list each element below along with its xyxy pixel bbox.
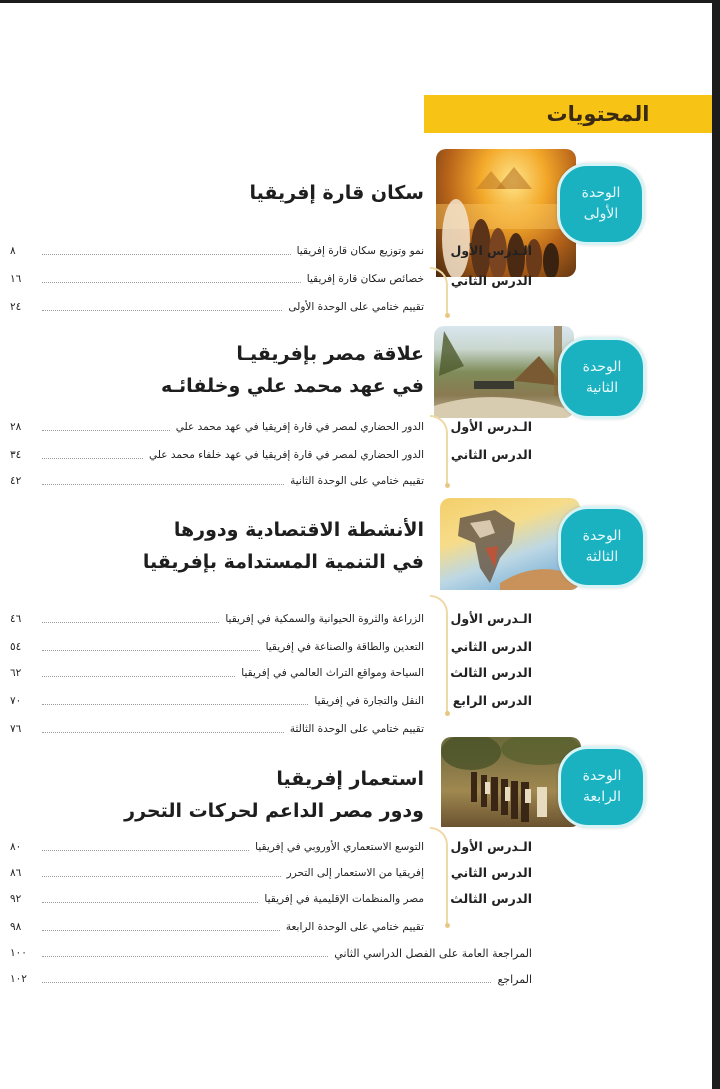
toc-entry[interactable] [10, 633, 424, 661]
toc-page-number: ٥٤ [10, 641, 22, 653]
toc-entry-text: نمو وتوزيع سكان قارة إفريقيا [296, 245, 424, 257]
dot-leader [42, 876, 281, 877]
dot-leader [42, 676, 235, 677]
unit-4-lesson-3-label: الدرس الثالث [450, 891, 532, 906]
toc-entry-general-review[interactable] [10, 939, 532, 967]
dot-leader [42, 310, 282, 311]
toc-entry[interactable] [10, 605, 424, 633]
toc-page-number: ٨٦ [10, 867, 22, 879]
toc-entry[interactable] [10, 413, 424, 441]
unit-1-lesson-2-label: الدرس الثاني [450, 273, 532, 288]
dot-leader [42, 956, 328, 957]
dot-leader [42, 982, 491, 983]
dot-leader [42, 254, 291, 255]
toc-entry[interactable] [10, 859, 424, 887]
toc-entry-text: مصر والمنظمات الإقليمية في إفريقيا [264, 893, 424, 905]
toc-entry[interactable] [10, 441, 424, 469]
toc-entry-text: تقييم ختامي على الوحدة الرابعة [285, 921, 424, 933]
toc-entry-text: إفريقيا من الاستعمار إلى التحرر [286, 867, 424, 879]
dot-leader [42, 430, 170, 431]
dot-leader [42, 650, 260, 651]
toc-page-number: ٣٤ [10, 449, 22, 461]
toc-entry-text: خصائص سكان قارة إفريقيا [306, 273, 424, 285]
unit-2-title [161, 338, 424, 402]
unit-3-lesson-3-label: الدرس الثالث [450, 665, 532, 680]
unit-badge-line-2: الأولى [583, 206, 619, 222]
toc-entry-text: التوسع الاستعماري الأوروبي في إفريقيا [255, 841, 424, 853]
dot-leader [42, 484, 284, 485]
toc-entry-assessment[interactable] [10, 467, 424, 495]
toc-page-number: ٤٢ [10, 475, 22, 487]
toc-page-number: ١٦ [10, 273, 22, 285]
unit-2-lesson-1-label: الـدرس الأول [450, 419, 532, 434]
toc-page-number: ٤٦ [10, 613, 22, 625]
toc-page-number: ٨ [10, 245, 16, 257]
table-of-contents-page [0, 3, 712, 1089]
unit-1-title [249, 177, 424, 209]
toc-entry-references[interactable] [10, 965, 532, 993]
unit-title-line: الأنشطة الاقتصادية ودورها [173, 519, 424, 541]
toc-entry-text: المراجع [497, 972, 532, 986]
dot-leader [42, 622, 219, 623]
toc-entry-text: السياحة ومواقع التراث العالمي في إفريقيا [241, 667, 424, 679]
toc-page-number: ٧٦ [10, 723, 22, 735]
unit-3-lesson-4-label: الدرس الرابع [452, 693, 532, 708]
toc-entry-assessment[interactable] [10, 913, 424, 941]
toc-page-number: ٦٢ [10, 667, 22, 679]
toc-page-number: ٨٠ [10, 841, 22, 853]
unit-2-badge [558, 337, 646, 419]
toc-entry[interactable] [10, 833, 424, 861]
unit-4-title [124, 763, 424, 827]
toc-entry[interactable] [10, 885, 424, 913]
toc-entry[interactable] [10, 659, 424, 687]
dot-leader [42, 732, 284, 733]
unit-4-connector [430, 827, 448, 925]
dot-leader [42, 458, 143, 459]
toc-entry[interactable] [10, 237, 424, 265]
page-title: المحتويات [546, 102, 650, 126]
unit-title-line: في التنمية المستدامة بإفريقيا [142, 551, 424, 573]
unit-3-lesson-1-label: الـدرس الأول [450, 611, 532, 626]
contents-title-bar [424, 95, 712, 133]
jungle-river-hut-photo [434, 326, 574, 418]
unit-1-lesson-1-label: الـدرس الأول [450, 243, 532, 258]
unit-title-line: ودور مصر الداعم لحركات التحرر [124, 800, 424, 822]
toc-page-number: ٢٨ [10, 421, 22, 433]
toc-entry-text: الزراعة والثروة الحيوانية والسمكية في إفريقيا [225, 613, 424, 625]
unit-badge-line-1: الوحدة [582, 528, 622, 544]
toc-entry-text: النقل والتجارة في إفريقيا [314, 695, 424, 707]
toc-page-number: ٢٤ [10, 301, 22, 313]
unit-title-line: استعمار إفريقيا [276, 768, 424, 790]
unit-1-badge [557, 163, 645, 245]
toc-entry[interactable] [10, 687, 424, 715]
unit-3-connector [430, 595, 448, 713]
unit-title-line: في عهد محمد علي وخلفائـه [161, 375, 424, 397]
unit-badge-line-2: الثانية [585, 380, 619, 396]
toc-entry-assessment[interactable] [10, 715, 424, 743]
unit-badge-line-1: الوحدة [581, 185, 621, 201]
toc-page-number: ١٠٢ [10, 973, 27, 985]
unit-4-lesson-2-label: الدرس الثاني [450, 865, 532, 880]
toc-entry-text: الدور الحضاري لمصر في قارة إفريقيا في عهد خلفاء محمد علي [149, 449, 424, 461]
unit-badge-line-2: الثالثة [585, 549, 619, 565]
toc-entry-assessment[interactable] [10, 293, 424, 321]
unit-title-line: علاقة مصر بإفريقيـا [236, 343, 424, 365]
dot-leader [42, 930, 280, 931]
dot-leader [42, 850, 249, 851]
unit-3-badge [558, 506, 646, 588]
toc-page-number: ١٠٠ [10, 947, 27, 959]
toc-entry-text: الدور الحضاري لمصر في قارة إفريقيا في عهد محمد علي [175, 421, 424, 433]
unit-badge-line-1: الوحدة [582, 359, 622, 375]
unit-badge-line-1: الوحدة [582, 768, 622, 784]
unit-4-lesson-1-label: الـدرس الأول [450, 839, 532, 854]
toc-page-number: ٧٠ [10, 695, 22, 707]
toc-page-number: ٩٨ [10, 921, 22, 933]
dot-leader [42, 704, 308, 705]
toc-entry-text: تقييم ختامي على الوحدة الأولى [288, 301, 424, 313]
unit-3-lesson-2-label: الدرس الثاني [450, 639, 532, 654]
dot-leader [42, 282, 301, 283]
dot-leader [42, 902, 258, 903]
toc-entry-text: تقييم ختامي على الوحدة الثانية [290, 475, 424, 487]
unit-2-lesson-2-label: الدرس الثاني [450, 447, 532, 462]
unit-2-connector [430, 415, 448, 485]
toc-entry-text: تقييم ختامي على الوحدة الثالثة [289, 723, 424, 735]
unit-4-badge [558, 746, 646, 828]
unit-3-title [143, 514, 424, 578]
unit-title-line: سكان قارة إفريقيا [249, 182, 424, 204]
toc-entry[interactable] [10, 265, 424, 293]
toc-entry-text: التعدين والطاقة والصناعة في إفريقيا [265, 641, 424, 653]
toc-page-number: ٩٢ [10, 893, 22, 905]
unit-badge-line-2: الرابعة [583, 789, 621, 805]
toc-entry-text: المراجعة العامة على الفصل الدراسي الثاني [334, 946, 532, 960]
